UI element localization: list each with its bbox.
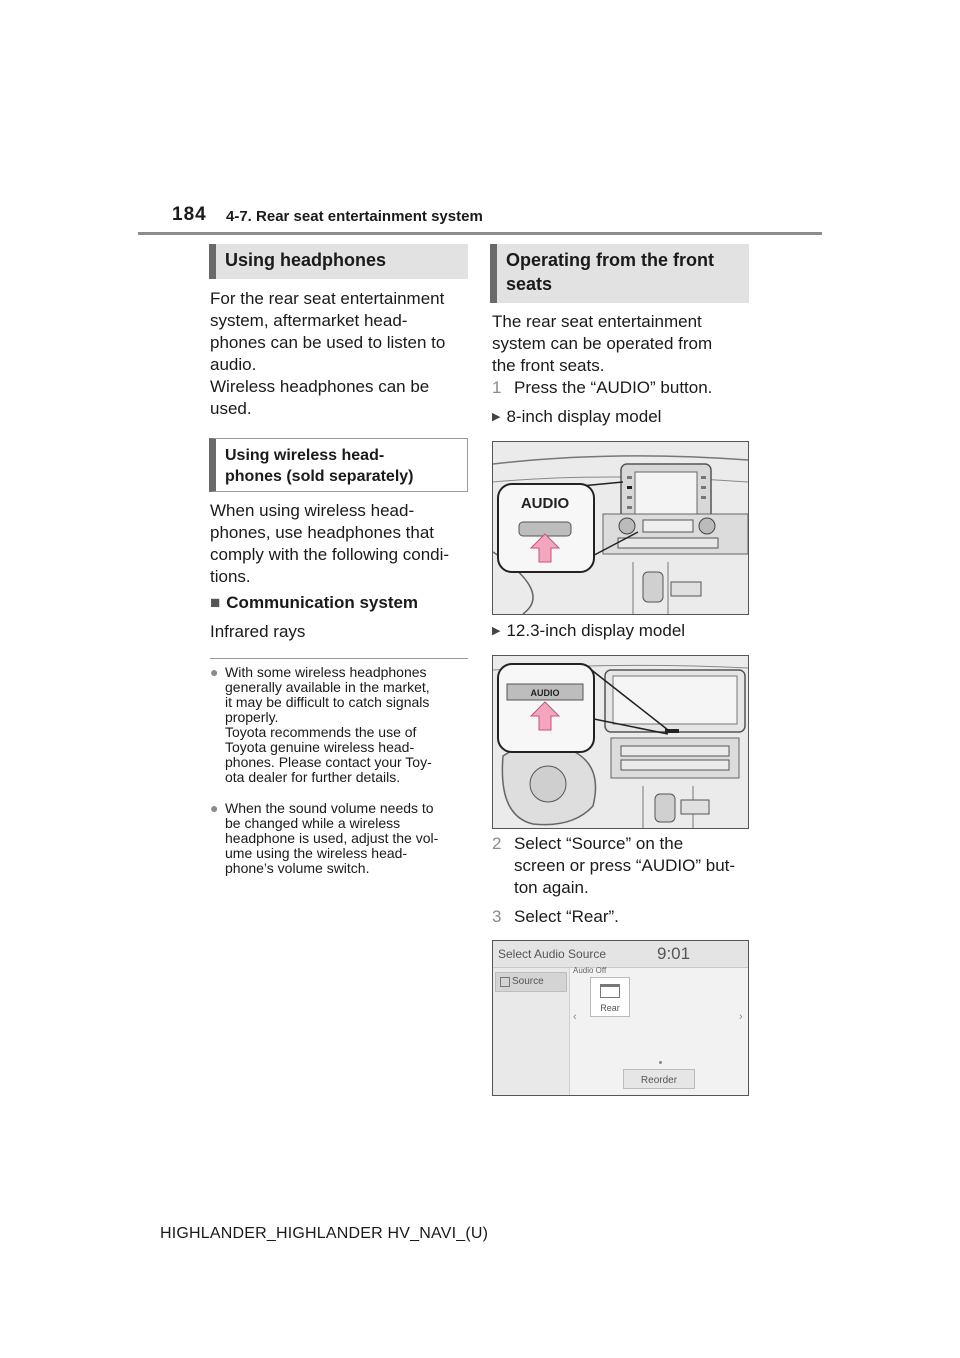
rear-label: Rear	[600, 1003, 620, 1013]
wireless-conditions-paragraph	[210, 500, 472, 588]
dashboard-illustration-12inch	[493, 656, 748, 828]
step-number: 3	[492, 907, 502, 926]
note-line: ota dealer for further details.	[225, 769, 401, 785]
reorder-button[interactable]	[623, 1069, 695, 1089]
text-line: Wireless headphones can be	[210, 377, 430, 396]
step-text-line: Select “Source” on the	[514, 834, 684, 853]
model-text: 8-inch display model	[506, 407, 662, 426]
step-number: 2	[492, 834, 502, 853]
heading-operating-front-seats	[490, 244, 749, 303]
note-line: phones. Please contact your Toy-	[225, 754, 432, 770]
scroll-dot-icon	[659, 1061, 662, 1064]
arrow-right-icon: ▶	[492, 625, 501, 637]
note-line: ume using the wireless head-	[225, 845, 408, 861]
note-line: phone’s volume switch.	[225, 860, 370, 876]
text-line: For the rear seat entertainment	[210, 289, 445, 308]
subheading-wireless-headphones	[209, 438, 468, 492]
heading-line: seats	[506, 274, 553, 294]
note-line: When the sound volume needs to	[225, 800, 434, 816]
header-rule	[138, 232, 822, 235]
step-number: 1	[492, 378, 502, 397]
text-line: phones can be used to listen to	[210, 333, 446, 352]
text-line: tions.	[210, 567, 251, 586]
note-2	[210, 801, 472, 876]
step-text: Press the “AUDIO” button.	[514, 378, 713, 397]
note-1	[210, 665, 472, 785]
intro-paragraph	[210, 288, 472, 420]
text-line: used.	[210, 399, 252, 418]
source-icon	[500, 977, 510, 987]
step-3	[492, 906, 619, 928]
scroll-left-icon[interactable]: ‹	[573, 1011, 577, 1023]
step-text-line: screen or press “AUDIO” but-	[514, 856, 736, 875]
audio-button-label: AUDIO	[520, 495, 570, 512]
audio-off-label: Audio Off	[573, 966, 607, 975]
model-8inch-label	[492, 406, 661, 428]
note-bullet-icon: ●	[210, 800, 219, 816]
note-line: it may be difficult to catch signals	[225, 694, 430, 710]
communication-heading	[210, 592, 418, 614]
note-bullet-icon: ●	[210, 664, 219, 680]
figure-select-audio-source-screen	[492, 940, 749, 1096]
heading-text: Using headphones	[225, 250, 387, 270]
communication-value: Infrared rays	[210, 622, 306, 641]
notes-divider	[210, 658, 468, 659]
step-2	[492, 833, 754, 899]
dashboard-illustration-8inch	[493, 442, 748, 614]
scroll-right-icon[interactable]: ›	[739, 1011, 743, 1023]
heading-line: Operating from the front	[506, 250, 714, 270]
text-line: phones, use headphones that	[210, 523, 435, 542]
screen-clock: 9:01	[657, 944, 691, 963]
screen-title: Select Audio Source	[498, 947, 607, 961]
figure-8inch-dashboard	[492, 441, 749, 615]
note-line: generally available in the market,	[225, 679, 430, 695]
arrow-right-icon: ▶	[492, 411, 501, 423]
footer-model-code: HIGHLANDER_HIGHLANDER HV_NAVI_(U)	[160, 1225, 489, 1242]
step-text: Select “Rear”.	[514, 907, 619, 926]
heading-using-headphones	[209, 244, 468, 279]
note-line: Toyota genuine wireless head-	[225, 739, 415, 755]
audio-button-label: AUDIO	[530, 688, 560, 698]
note-line: headphone is used, adjust the vol-	[225, 830, 439, 846]
note-line: be changed while a wireless	[225, 815, 401, 831]
note-line: properly.	[225, 709, 279, 725]
source-tab[interactable]	[495, 972, 567, 992]
page-number: 184	[172, 204, 207, 225]
text-line: the front seats.	[492, 356, 605, 375]
rear-seat-icon	[600, 984, 620, 998]
subheading-line: Using wireless head-	[225, 447, 385, 464]
communication-heading-text: Communication system	[226, 593, 419, 612]
square-bullet-icon: ■	[210, 593, 221, 612]
model-12inch-label	[492, 620, 685, 642]
note-line: Toyota recommends the use of	[225, 724, 417, 740]
figure-12inch-dashboard	[492, 655, 749, 829]
rear-source-button[interactable]	[590, 977, 630, 1017]
text-line: system can be operated from	[492, 334, 713, 353]
note-line: With some wireless headphones	[225, 664, 427, 680]
section-title: 4-7. Rear seat entertainment system	[226, 208, 483, 225]
step-1	[492, 377, 712, 399]
source-label: Source	[512, 976, 544, 987]
subheading-line: phones (sold separately)	[225, 468, 414, 485]
text-line: audio.	[210, 355, 257, 374]
reorder-label: Reorder	[640, 1075, 678, 1086]
text-line: When using wireless head-	[210, 501, 415, 520]
text-line: system, aftermarket head-	[210, 311, 408, 330]
model-text: 12.3-inch display model	[506, 621, 686, 640]
operating-intro	[492, 311, 754, 377]
step-text-line: ton again.	[514, 878, 589, 897]
text-line: The rear seat entertainment	[492, 312, 702, 331]
text-line: comply with the following condi-	[210, 545, 450, 564]
